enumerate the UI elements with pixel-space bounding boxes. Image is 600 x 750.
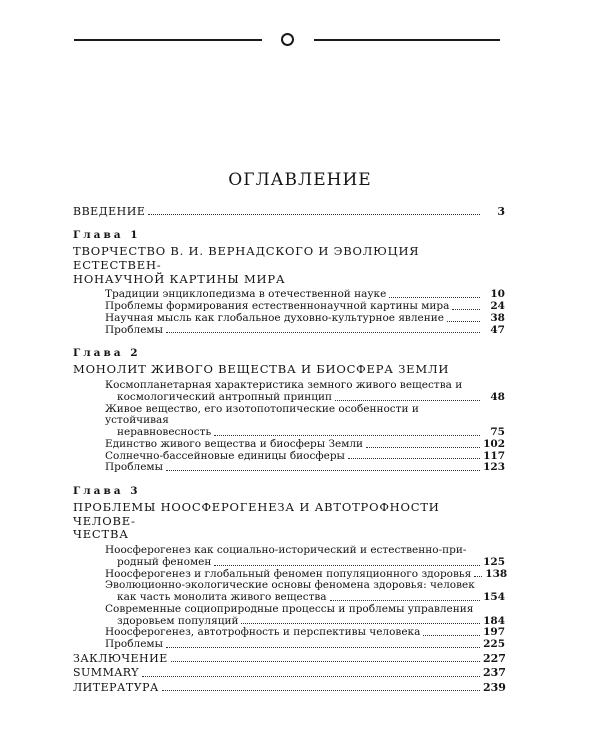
entry-title-line: Живое вещество, его изотопотопические особенности и устойчивая [105,402,419,427]
top-rule-left [74,39,262,41]
entry-page: 47 [490,323,505,336]
entry-title: Проблемы [105,461,163,474]
toc-entry [73,439,505,451]
dot-leader [148,214,480,215]
entry-page: 75 [490,426,505,438]
entry-title: Проблемы [105,323,163,336]
toc-entry [73,580,505,604]
entry-title-line: как часть монолита живого вещества [117,591,327,604]
dot-leader [142,676,480,677]
chapter-title [73,245,505,286]
entry-title: Ноосферогенез и глобальный феномен популяционного здоровья [105,567,472,580]
toc-entry-conclusion [73,653,505,665]
toc-entry [73,604,505,628]
entry-page: 38 [490,311,505,324]
entry-title: ВВЕДЕНИЕ [73,205,146,218]
toc-entry [73,545,505,569]
entry-title: SUMMARY [73,666,139,680]
entry-title: ЛИТЕРАТУРА [73,680,159,694]
entry-title-line: Ноосферогенез как социально-исторический и естественно-при- [105,544,467,557]
entry-title: Ноосферогенез, автотрофность и перспективы человека [105,626,421,639]
toc-entry-summary [73,667,505,679]
top-rule-right [314,39,500,41]
table-of-contents [73,205,508,694]
entry-title: Проблемы формирования естественнонаучной картины мира [105,300,450,313]
entry-page: 227 [483,651,506,665]
dot-leader [452,309,480,310]
entry-title-line: Современные социоприродные процессы и проблемы управления [105,602,474,615]
toc-entry [73,325,505,337]
toc-entry [73,462,505,474]
entry-page: 48 [490,390,505,403]
entry-page: 197 [483,626,505,639]
entry-page: 10 [490,288,505,301]
dot-leader [162,690,480,691]
entry-page: 154 [483,591,505,604]
entry-title-line: Эволюционно-экологические основы феномена здоровья: человек [105,579,475,592]
dot-leader [335,400,480,401]
chapter-title-line: ЧЕСТВА [73,527,129,542]
entry-title-line: здоровьем популяций [117,614,239,627]
entry-page: 138 [485,567,508,580]
entry-title-line: родный феномен [117,555,212,568]
entry-page: 125 [483,555,505,568]
entry-page: 3 [497,205,505,218]
toc-entry [73,313,505,325]
dot-leader [166,332,480,333]
entry-title: ЗАКЛЮЧЕНИЕ [73,651,168,665]
entry-page: 184 [483,614,505,627]
dot-leader [214,435,480,436]
entry-page: 237 [483,666,506,680]
circle-ornament-icon [281,33,294,46]
dot-leader [171,661,480,662]
entry-page: 102 [483,437,505,450]
dot-leader [389,297,480,298]
dot-leader [241,623,480,624]
chapter-label: Глава 2 [73,347,141,360]
entry-title: Единство живого вещества и биосферы Земли [105,437,364,450]
entry-title: Научная мысль как глобальное духовно-культурное явление [105,311,444,324]
entry-title: Традиции энциклопедизма в отечественной науке [105,288,387,301]
entry-title-line: неравновесность [117,426,212,438]
chapter-label: Глава 3 [73,485,141,497]
page-title: ОГЛАВЛЕНИЕ [228,170,372,190]
dot-leader [348,458,480,459]
entry-page: 225 [483,638,505,651]
dot-leader [330,600,480,601]
dot-leader [366,447,480,448]
entry-page: 24 [490,300,505,313]
entry-title-line: космологический антропный принцип [117,390,332,403]
toc-entry [73,380,505,404]
entry-title: Проблемы [105,638,163,651]
dot-leader [214,565,480,566]
entry-title-line: Космопланетарная характеристика земного живого вещества и [105,379,463,391]
chapter-title-line: ТВОРЧЕСТВО В. И. ВЕРНАДСКОГО И ЭВОЛЮЦИЯ ЕСТЕСТВЕН- [73,244,420,272]
chapter-title [73,501,505,542]
toc-entry [73,404,505,439]
toc-entry-intro [73,206,505,218]
entry-page: 239 [483,680,506,694]
entry-page: 117 [483,449,505,462]
entry-title: Солнечно-бассейновые единицы биосферы [105,449,345,462]
dot-leader [166,470,480,471]
entry-page: 123 [483,461,505,474]
dot-leader [474,576,482,577]
chapter-title: МОНОЛИТ ЖИВОГО ВЕЩЕСТВА И БИОСФЕРА ЗЕМЛИ [73,362,450,377]
chapter-title-line: НОНАУЧНОЙ КАРТИНЫ МИРА [73,271,286,286]
dot-leader [447,321,480,322]
toc-entry [73,639,505,651]
toc-entry-literature [73,682,505,694]
chapter-label: Глава 1 [73,229,141,242]
dot-leader [423,635,480,636]
dot-leader [166,647,480,648]
chapter-title-line: ПРОБЛЕМЫ НООСФЕРОГЕНЕЗА И АВТОТРОФНОСТИ ЧЕЛОВЕ- [73,499,440,528]
